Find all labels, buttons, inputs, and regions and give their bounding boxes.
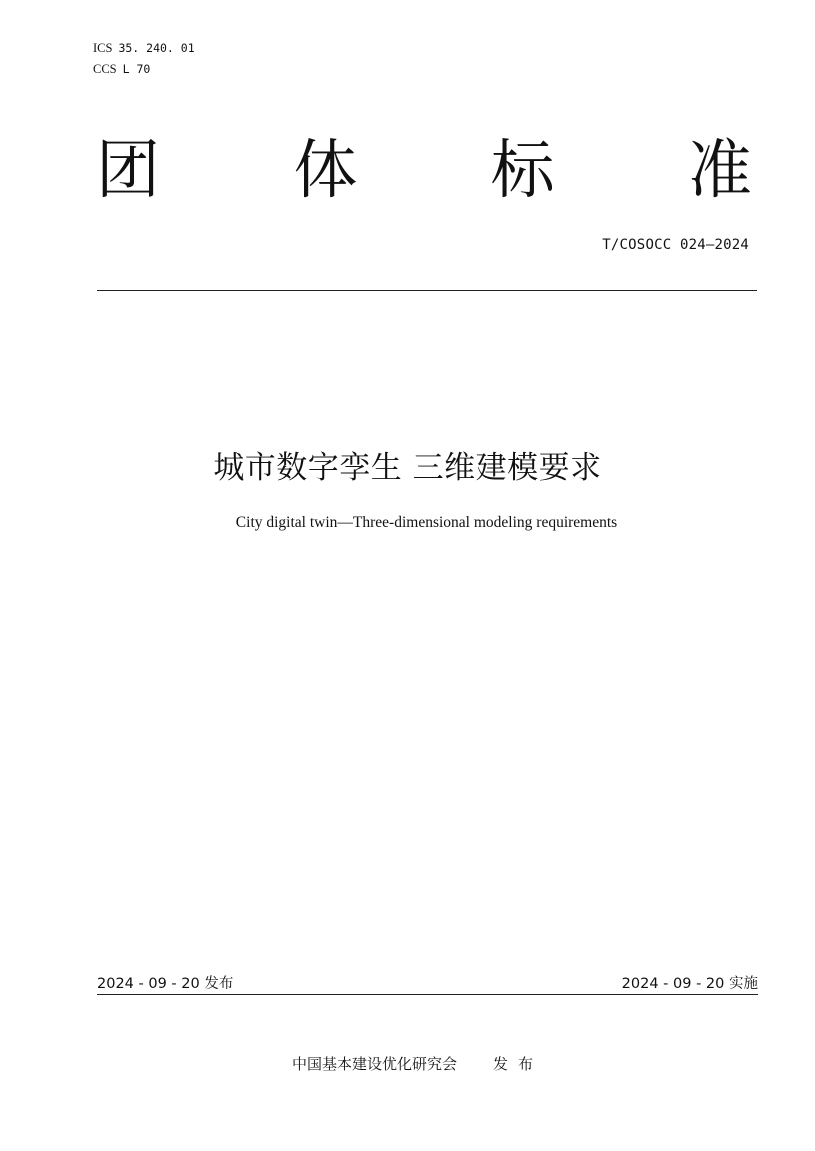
publisher-line: [0, 1053, 815, 1074]
ccs-label: CCS: [93, 62, 117, 76]
doc-type-char: 体: [293, 134, 358, 208]
issue-date: 2024 - 09 - 20 发布: [97, 976, 234, 992]
title-chinese: 城市数字孪生 三维建模要求: [213, 450, 602, 486]
ccs-code: L 70: [122, 62, 151, 76]
ics-label: ICS: [93, 41, 113, 55]
doc-type-char: 标: [490, 134, 555, 208]
title-english: City digital twin—Three-dimensional modeling requirements: [235, 514, 618, 531]
ccs-row: [93, 59, 195, 80]
publisher-action: 发布: [493, 1055, 544, 1073]
ics-code: 35. 240. 01: [118, 41, 195, 55]
classification-block: [93, 38, 195, 80]
publisher-name: 中国基本建设优化研究会: [291, 1055, 457, 1073]
doc-type-char: 团: [96, 134, 160, 208]
standard-number: T/COSOCC 024—2024: [602, 237, 749, 253]
implementation-date: 2024 - 09 - 20 实施: [621, 976, 758, 992]
document-type-heading: [96, 131, 752, 211]
header-divider: [97, 290, 757, 291]
ics-row: [93, 38, 195, 59]
doc-type-char: 准: [687, 134, 752, 208]
footer-divider: [97, 994, 758, 995]
